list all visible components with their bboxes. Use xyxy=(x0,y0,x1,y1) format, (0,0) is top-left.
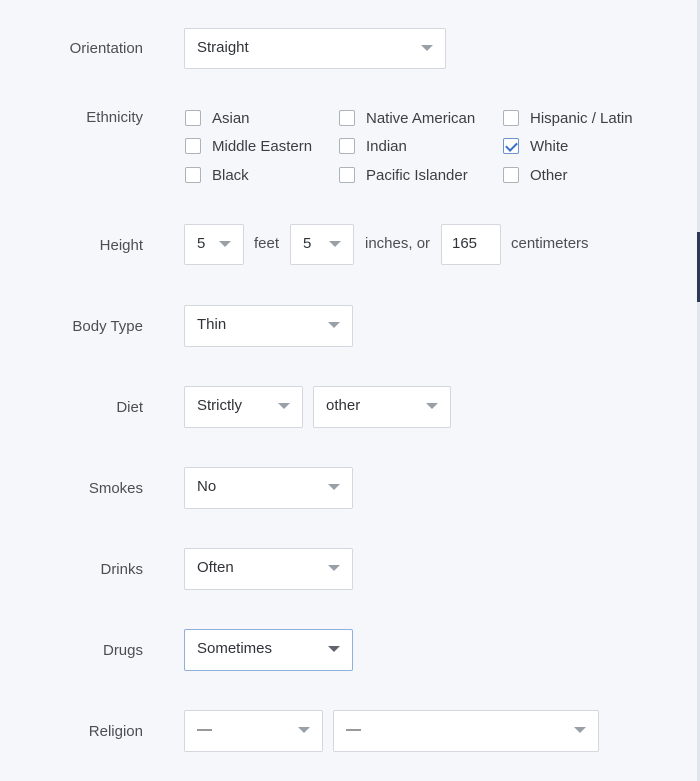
diet-modifier-select[interactable] xyxy=(184,386,303,428)
checkbox-icon xyxy=(185,138,201,154)
chevron-down-icon xyxy=(328,322,340,328)
religion-select[interactable] xyxy=(184,710,323,752)
chevron-down-icon xyxy=(574,727,586,733)
smokes-select[interactable] xyxy=(184,467,353,509)
body-type-select[interactable] xyxy=(184,305,353,347)
chevron-down-icon xyxy=(421,45,433,51)
chevron-down-icon xyxy=(298,727,310,733)
religion-seriousness-select[interactable] xyxy=(333,710,599,752)
chevron-down-icon xyxy=(278,403,290,409)
smokes-value: No xyxy=(197,478,217,495)
drugs-value: Sometimes xyxy=(197,640,273,657)
orientation-select[interactable] xyxy=(184,28,446,69)
checkbox-icon xyxy=(185,167,201,183)
ethnicity-label: Ethnicity xyxy=(86,109,143,126)
ethnicity-option-label: Middle Eastern xyxy=(212,138,313,155)
drinks-label: Drinks xyxy=(100,561,143,578)
height-cm-input[interactable] xyxy=(441,224,501,265)
checkbox-icon xyxy=(339,167,355,183)
diet-modifier-value: Strictly xyxy=(197,397,242,414)
religion-label: Religion xyxy=(88,723,143,740)
height-feet-select[interactable] xyxy=(184,224,244,265)
height-feet-value: 5 xyxy=(197,235,206,252)
orientation-value: Straight xyxy=(197,39,249,56)
height-cm-unit: centimeters xyxy=(511,235,589,252)
diet-type-select[interactable] xyxy=(313,386,451,428)
checkbox-icon xyxy=(503,110,519,126)
checkbox-icon xyxy=(185,110,201,126)
diet-label: Diet xyxy=(116,399,143,416)
ethnicity-option-label: White xyxy=(530,138,569,155)
chevron-down-icon xyxy=(328,646,340,652)
ethnicity-option-label: Hispanic / Latin xyxy=(530,110,633,127)
ethnicity-option-label: Indian xyxy=(366,138,407,155)
height-inches-unit: inches, or xyxy=(365,235,431,252)
height-inches-select[interactable] xyxy=(290,224,354,265)
religion-value: — xyxy=(197,721,212,738)
drinks-select[interactable] xyxy=(184,548,353,590)
ethnicity-option-label: Other xyxy=(530,167,568,184)
height-inches-value: 5 xyxy=(303,235,312,252)
smokes-label: Smokes xyxy=(88,480,143,497)
chevron-down-icon xyxy=(328,484,340,490)
checkbox-icon xyxy=(503,167,519,183)
religion-seriousness-value: — xyxy=(346,721,361,738)
ethnicity-option-label: Asian xyxy=(212,110,250,127)
drinks-value: Often xyxy=(197,559,234,576)
chevron-down-icon xyxy=(328,565,340,571)
orientation-label: Orientation xyxy=(69,40,143,57)
chevron-down-icon xyxy=(426,403,438,409)
ethnicity-option-label: Black xyxy=(212,167,249,184)
drugs-label: Drugs xyxy=(102,642,143,659)
ethnicity-option-label: Native American xyxy=(366,110,476,127)
checkbox-icon xyxy=(339,110,355,126)
body-type-label: Body Type xyxy=(72,318,143,335)
checkbox-icon xyxy=(339,138,355,154)
checkmark-icon xyxy=(503,138,519,154)
height-label: Height xyxy=(99,237,143,254)
body-type-value: Thin xyxy=(197,316,227,333)
height-feet-unit: feet xyxy=(254,235,280,252)
height-cm-value: 165 xyxy=(452,235,478,252)
drugs-select[interactable] xyxy=(184,629,353,671)
chevron-down-icon xyxy=(219,241,231,247)
diet-type-value: other xyxy=(326,397,361,414)
chevron-down-icon xyxy=(329,241,341,247)
ethnicity-option-label: Pacific Islander xyxy=(366,167,468,184)
